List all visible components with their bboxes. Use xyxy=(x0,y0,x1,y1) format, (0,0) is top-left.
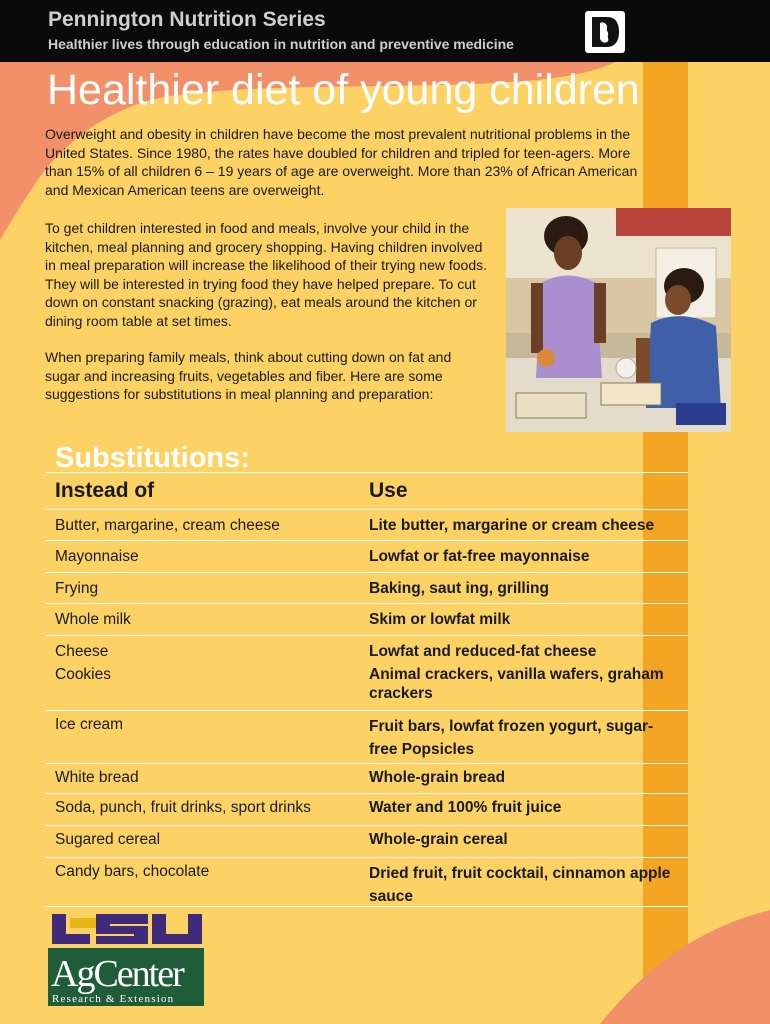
instead-cell: Ice cream xyxy=(55,716,124,733)
series-title: Pennington Nutrition Series xyxy=(48,8,326,31)
instead-cell: Butter, margarine, cream cheese xyxy=(55,517,280,534)
instead-cell: Cheese xyxy=(55,643,109,660)
use-cell: Animal crackers, vanilla wafers, graham crackers xyxy=(369,666,664,702)
substitutions-heading: Substitutions: xyxy=(55,442,250,474)
page-title: Healthier diet of young children xyxy=(47,66,640,114)
table-row xyxy=(45,710,688,763)
substitutions-table xyxy=(45,472,688,907)
use-cell: Dried fruit, fruit cocktail, cinnamon apple sauce xyxy=(369,865,671,905)
instead-cell: Soda, punch, fruit drinks, sport drinks xyxy=(55,799,311,816)
instead-cell: Frying xyxy=(55,580,99,597)
table-row xyxy=(45,793,688,825)
use-cell: Lite butter, margarine or cream cheese xyxy=(369,517,655,534)
table-row xyxy=(45,825,688,857)
table-row xyxy=(45,603,688,635)
instead-cell: Cookies xyxy=(55,666,111,683)
series-subtitle: Healthier lives through education in nutrition and preventive medicine xyxy=(48,36,514,52)
use-cell: Lowfat or fat-free mayonnaise xyxy=(369,548,590,565)
kitchen-photo xyxy=(506,208,731,432)
use-cell: Whole-grain bread xyxy=(369,769,506,786)
table-row xyxy=(45,857,688,907)
instead-cell: Mayonnaise xyxy=(55,548,139,565)
use-cell: Baking, saut ing, grilling xyxy=(369,580,549,597)
svg-text:AgCenter: AgCenter xyxy=(51,953,183,995)
svg-text:Research & Extension: Research & Extension xyxy=(52,993,175,1005)
instead-cell: Candy bars, chocolate xyxy=(55,863,210,880)
header-bar xyxy=(0,0,770,62)
table-row xyxy=(45,763,688,793)
meal-prep-paragraph: When preparing family meals, think about cutting down on fat and sugar and increasing fruits, vegetables and fiber. Here are some suggestions for substitutions in meal planning and preparation: xyxy=(45,349,452,403)
table-row xyxy=(45,635,688,663)
use-cell: Water and 100% fruit juice xyxy=(369,799,562,816)
table-row xyxy=(45,572,688,603)
lsu-agcenter-logo xyxy=(48,912,204,1006)
instead-cell: White bread xyxy=(55,769,139,786)
instead-cell: Sugared cereal xyxy=(55,831,161,848)
pennington-logo-icon xyxy=(585,11,625,53)
use-cell: Fruit bars, lowfat frozen yogurt, sugar-free Popsicles xyxy=(369,718,654,758)
use-cell: Lowfat and reduced-fat cheese xyxy=(369,643,597,660)
column-header-use: Use xyxy=(369,479,408,502)
table-row xyxy=(45,509,688,540)
instead-cell: Whole milk xyxy=(55,611,131,628)
involvement-paragraph: To get children interested in food and meals, involve your child in the kitchen, meal planning and grocery shopping. Having children involved in meal preparation will increase the likelihood of their trying new foods. They will be interested in trying food they have helped prepare. To cut down on constant snacking (grazing), eat meals around the kitchen or dining room table at set times. xyxy=(45,220,488,329)
table-row xyxy=(45,540,688,572)
table-row xyxy=(45,663,688,710)
intro-paragraph: Overweight and obesity in children have become the most prevalent nutritional problems in the United States. Since 1980, the rates have doubled for children and tripled for teen-agers. More than 15% of all children 6 – 19 years of age are overweight. More than 23% of African American and Mexican American teens are overweight. xyxy=(45,126,638,198)
column-header-instead: Instead of xyxy=(55,479,155,502)
use-cell: Whole-grain cereal xyxy=(369,831,508,848)
use-cell: Skim or lowfat milk xyxy=(369,611,511,628)
table-header-row xyxy=(45,472,688,509)
